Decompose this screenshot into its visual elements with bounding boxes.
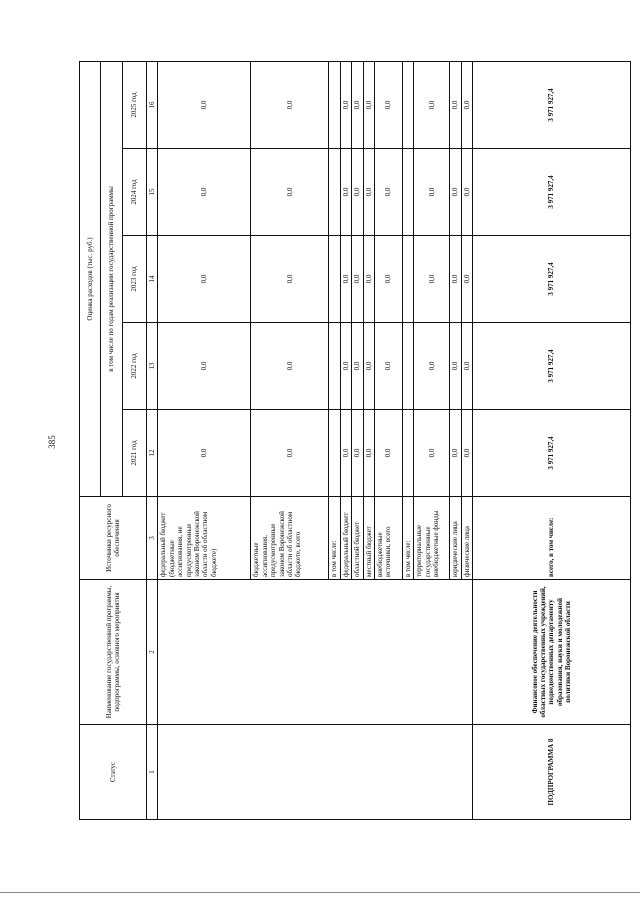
budget-table-rotated — [79, 62, 631, 820]
value-cell: 0,0 — [461, 236, 472, 323]
value-cell: 0,0 — [375, 410, 403, 497]
source-label: местный бюджет — [363, 497, 374, 580]
value-cell: 0,0 — [414, 236, 450, 323]
subprogram-status: ПОДПРОГРАММА 8 — [473, 725, 631, 820]
subprogram-value: 3 971 927,4 — [473, 410, 631, 497]
source-label: федеральный бюджет (бюджетные ассигнования, не предусмотренные законом Воронежской области об областном бюджете) — [158, 497, 251, 580]
source-label: в том числе: — [403, 497, 414, 580]
subprogram-name: Финансовое обеспечение деятельности областных государственных учреждений, подведомственных департаменту образования, науки и молодежной политики Воронежской области — [473, 580, 631, 725]
col-number: 15 — [147, 149, 158, 236]
value-cell — [403, 236, 414, 323]
value-cell: 0,0 — [375, 61, 403, 148]
source-label: федеральный бюджет — [340, 497, 351, 580]
budget-table — [79, 61, 631, 820]
source-label: внебюджетные источники, всего — [375, 497, 403, 580]
value-cell: 0,0 — [375, 149, 403, 236]
value-cell: 0,0 — [251, 149, 329, 236]
value-cell: 0,0 — [340, 61, 351, 148]
value-cell: 0,0 — [363, 149, 374, 236]
col-number: 12 — [147, 410, 158, 497]
value-cell: 0,0 — [450, 236, 461, 323]
value-cell — [329, 236, 340, 323]
value-cell: 0,0 — [363, 61, 374, 148]
col-number: 2 — [147, 580, 158, 725]
value-cell — [403, 61, 414, 148]
value-cell: 0,0 — [450, 410, 461, 497]
header-status: Статус — [80, 725, 147, 820]
header-year: 2023 год — [123, 236, 147, 323]
value-cell: 0,0 — [450, 323, 461, 410]
header-year: 2024 год — [123, 149, 147, 236]
value-cell: 0,0 — [414, 61, 450, 148]
value-cell: 0,0 — [414, 410, 450, 497]
value-cell: 0,0 — [414, 323, 450, 410]
value-cell: 0,0 — [251, 323, 329, 410]
value-cell: 0,0 — [461, 410, 472, 497]
source-label: юридические лица — [450, 497, 461, 580]
header-year: 2025 год — [123, 61, 147, 148]
name-cell-empty — [158, 580, 473, 725]
subprogram-value: 3 971 927,4 — [473, 236, 631, 323]
subprogram-value: 3 971 927,4 — [473, 149, 631, 236]
value-cell: 0,0 — [375, 323, 403, 410]
value-cell: 0,0 — [352, 323, 363, 410]
value-cell — [403, 323, 414, 410]
header-subheader: в том числе по годам реализации государственной программы — [101, 61, 123, 496]
page-number: 385 — [47, 435, 57, 449]
value-cell: 0,0 — [352, 149, 363, 236]
value-cell — [329, 323, 340, 410]
value-cell: 0,0 — [375, 236, 403, 323]
header-source: Источники ресурсного обеспечения — [80, 497, 147, 580]
col-number: 13 — [147, 323, 158, 410]
value-cell — [403, 149, 414, 236]
header-year: 2021 год — [123, 410, 147, 497]
value-cell — [329, 410, 340, 497]
source-label: в том числе: — [329, 497, 340, 580]
value-cell — [329, 61, 340, 148]
value-cell: 0,0 — [352, 236, 363, 323]
value-cell: 0,0 — [251, 236, 329, 323]
header-estimate: Оценка расходов (тыс. руб.) — [80, 61, 101, 496]
value-cell: 0,0 — [251, 410, 329, 497]
status-cell-empty — [158, 725, 473, 820]
value-cell: 0,0 — [461, 61, 472, 148]
header-year: 2022 год — [123, 323, 147, 410]
value-cell: 0,0 — [251, 61, 329, 148]
value-cell: 0,0 — [340, 323, 351, 410]
source-label: территориальные государственные внебюджетные фонды — [414, 497, 450, 580]
value-cell: 0,0 — [450, 149, 461, 236]
source-label: бюджетные ассигнования, предусмотренные законом Воронежской области об областном бюджете, всего — [251, 497, 329, 580]
col-number: 16 — [147, 61, 158, 148]
value-cell: 0,0 — [158, 61, 251, 148]
source-label: физические лица — [461, 497, 472, 580]
value-cell: 0,0 — [158, 410, 251, 497]
value-cell: 0,0 — [158, 323, 251, 410]
value-cell: 0,0 — [450, 61, 461, 148]
value-cell: 0,0 — [340, 410, 351, 497]
value-cell — [329, 149, 340, 236]
subprogram-value: 3 971 927,4 — [473, 61, 631, 148]
value-cell: 0,0 — [363, 410, 374, 497]
value-cell: 0,0 — [461, 149, 472, 236]
value-cell: 0,0 — [414, 149, 450, 236]
value-cell: 0,0 — [158, 149, 251, 236]
value-cell — [403, 410, 414, 497]
value-cell: 0,0 — [363, 323, 374, 410]
value-cell: 0,0 — [352, 410, 363, 497]
col-number: 14 — [147, 236, 158, 323]
value-cell: 0,0 — [340, 149, 351, 236]
value-cell: 0,0 — [158, 236, 251, 323]
value-cell: 0,0 — [352, 61, 363, 148]
value-cell: 0,0 — [461, 323, 472, 410]
value-cell: 0,0 — [340, 236, 351, 323]
header-name: Наименование государственной программы, подпрограммы, основного мероприятия — [80, 580, 147, 725]
col-number: 3 — [147, 497, 158, 580]
value-cell: 0,0 — [363, 236, 374, 323]
subprogram-value: 3 971 927,4 — [473, 323, 631, 410]
page-bottom-rule — [0, 892, 640, 893]
subprogram-source: всего, в том числе: — [473, 497, 631, 580]
source-label: областной бюджет — [352, 497, 363, 580]
col-number: 1 — [147, 725, 158, 820]
